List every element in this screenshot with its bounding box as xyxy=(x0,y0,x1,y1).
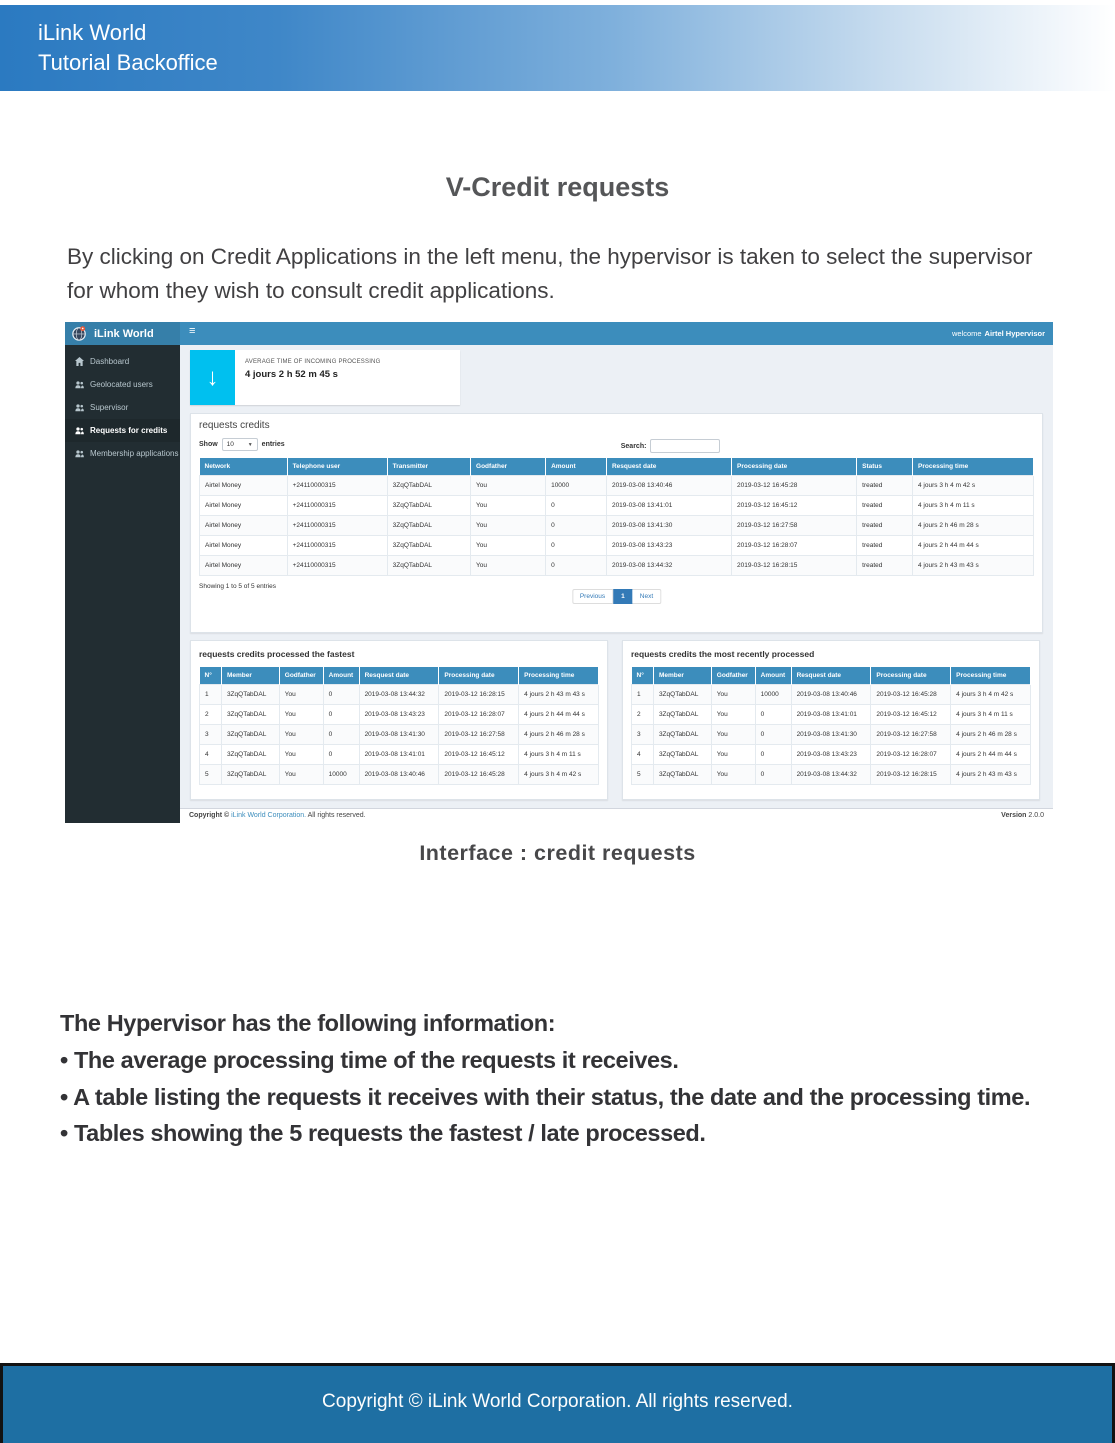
app-footer xyxy=(180,808,1053,823)
table-cell: You xyxy=(471,556,546,576)
table-cell: 3ZqQTabDAL xyxy=(653,705,711,725)
table-cell: 4 jours 3 h 4 m 42 s xyxy=(913,476,1034,496)
stat-label: AVERAGE TIME OF INCOMING PROCESSING xyxy=(245,359,381,365)
table-cell: 4 jours 3 h 4 m 42 s xyxy=(519,765,599,785)
table-cell: You xyxy=(711,705,755,725)
users-icon xyxy=(75,380,84,389)
column-header[interactable]: Amount xyxy=(546,458,607,476)
pagination xyxy=(572,589,661,604)
table-row xyxy=(200,765,599,785)
table-cell: 4 xyxy=(200,745,222,765)
entries-select[interactable]: 10 ▼ xyxy=(222,438,258,451)
app-version: Version 2.0.0 xyxy=(1001,812,1044,819)
table-row xyxy=(200,516,1034,536)
search-input[interactable] xyxy=(650,439,720,453)
dashboard-icon xyxy=(75,357,84,366)
table-cell: 0 xyxy=(323,745,359,765)
table-cell: 2019-03-08 13:43:23 xyxy=(359,705,439,725)
column-header[interactable]: Amount xyxy=(755,667,791,685)
pagination-next[interactable]: Next xyxy=(633,589,661,604)
table-cell: 3ZqQTabDAL xyxy=(653,725,711,745)
column-header[interactable]: Godfather xyxy=(711,667,755,685)
app-sidebar xyxy=(65,345,180,823)
table-cell: You xyxy=(711,765,755,785)
table-cell: 3ZqQTabDAL xyxy=(653,765,711,785)
table-row xyxy=(632,685,1031,705)
table-cell: 2 xyxy=(200,705,222,725)
welcome-user[interactable]: welcome Airtel Hypervisor xyxy=(951,329,1045,338)
table-cell: 2019-03-12 16:28:15 xyxy=(732,556,857,576)
footer-copyright-text: Copyright © iLink World Corporation. All rights reserved. xyxy=(322,1391,793,1412)
table-cell: 4 jours 3 h 4 m 11 s xyxy=(519,745,599,765)
table-cell: You xyxy=(279,745,323,765)
column-header[interactable]: Member xyxy=(653,667,711,685)
table-cell: 3ZqQTabDAL xyxy=(387,556,470,576)
table-cell: treated xyxy=(857,516,913,536)
table-cell: 3 xyxy=(200,725,222,745)
table-cell: 2019-03-08 13:44:32 xyxy=(606,556,731,576)
column-header[interactable]: N° xyxy=(632,667,654,685)
column-header[interactable]: Processing time xyxy=(913,458,1034,476)
app-footer-company-link[interactable]: iLink World Corporation. xyxy=(231,812,307,819)
table-cell: 2019-03-08 13:44:32 xyxy=(359,685,439,705)
table-cell: Airtel Money xyxy=(200,556,288,576)
table-cell: 5 xyxy=(200,765,222,785)
search-control xyxy=(621,439,721,453)
table-row xyxy=(200,745,599,765)
page-length-control: Show 10 ▼ entries xyxy=(199,438,1034,451)
table-cell: Airtel Money xyxy=(200,496,288,516)
sidebar-item-dashboard[interactable]: Dashboard xyxy=(65,350,180,373)
panel-title: requests credits xyxy=(199,420,270,431)
table-cell: 2019-03-12 16:45:28 xyxy=(871,685,951,705)
table-cell: 4 jours 2 h 46 m 28 s xyxy=(519,725,599,745)
column-header[interactable]: Processing date xyxy=(732,458,857,476)
users-icon xyxy=(75,426,84,435)
screenshot-caption: Interface : credit requests xyxy=(419,841,696,865)
table-cell: 0 xyxy=(323,725,359,745)
table-row xyxy=(200,476,1034,496)
column-header[interactable]: N° xyxy=(200,667,222,685)
table-cell: 4 jours 2 h 43 m 43 s xyxy=(951,765,1031,785)
column-header[interactable]: Godfather xyxy=(279,667,323,685)
table-cell: 2019-03-08 13:41:30 xyxy=(791,725,871,745)
app-footer-rights: All rights reserved. xyxy=(307,812,366,819)
table-cell: You xyxy=(279,765,323,785)
panel-title: requests credits processed the fastest xyxy=(199,649,355,659)
dropdown-arrow-icon: ▼ xyxy=(247,441,253,448)
table-cell: +24110000315 xyxy=(287,516,387,536)
column-header[interactable]: Processing date xyxy=(439,667,519,685)
column-header[interactable]: Member xyxy=(221,667,279,685)
table-cell: Airtel Money xyxy=(200,516,288,536)
table-cell: 4 xyxy=(632,745,654,765)
document-footer xyxy=(0,1363,1115,1443)
panel-title: requests credits the most recently processed xyxy=(631,649,815,659)
app-content xyxy=(180,345,1053,808)
table-cell: 3ZqQTabDAL xyxy=(221,745,279,765)
table-cell: 2019-03-08 13:41:01 xyxy=(791,705,871,725)
info-bullet: • Tables showing the 5 requests the fastest / late processed. xyxy=(60,1120,706,1147)
table-cell: 3ZqQTabDAL xyxy=(221,765,279,785)
table-cell: 2019-03-12 16:45:28 xyxy=(732,476,857,496)
average-time-card xyxy=(190,350,460,405)
column-header[interactable]: Amount xyxy=(323,667,359,685)
document-header xyxy=(0,5,1115,91)
table-cell: 0 xyxy=(546,536,607,556)
table-cell: treated xyxy=(857,496,913,516)
table-cell: 4 jours 2 h 44 m 44 s xyxy=(951,745,1031,765)
users-icon xyxy=(75,449,84,458)
table-cell: 2019-03-08 13:41:30 xyxy=(606,516,731,536)
table-cell: 2019-03-08 13:40:46 xyxy=(791,685,871,705)
table-cell: 1 xyxy=(632,685,654,705)
column-header[interactable]: Processing date xyxy=(871,667,951,685)
table-cell: 2019-03-12 16:45:12 xyxy=(732,496,857,516)
info-heading: The Hypervisor has the following information: xyxy=(60,1010,556,1036)
info-bullet: • The average processing time of the requests it receives. xyxy=(60,1046,679,1073)
column-header[interactable]: Telephone user xyxy=(287,458,387,476)
hamburger-menu-icon[interactable]: ≡ xyxy=(189,325,196,337)
table-cell: 4 jours 2 h 44 m 44 s xyxy=(519,705,599,725)
pagination-page-1[interactable]: 1 xyxy=(613,589,633,604)
table-cell: 2019-03-12 16:27:58 xyxy=(871,725,951,745)
search-label: Search: xyxy=(620,442,647,450)
app-logo[interactable] xyxy=(65,322,180,345)
table-cell: 2019-03-08 13:41:01 xyxy=(359,745,439,765)
table-cell: 2019-03-08 13:40:46 xyxy=(606,476,731,496)
table-cell: treated xyxy=(857,556,913,576)
welcome-username: Airtel Hypervisor xyxy=(984,329,1045,338)
column-header[interactable]: Processing time xyxy=(519,667,599,685)
requests-credits-panel xyxy=(190,413,1043,633)
table-cell: You xyxy=(471,516,546,536)
table-row xyxy=(200,725,599,745)
table-cell: 3ZqQTabDAL xyxy=(221,705,279,725)
table-cell: 3ZqQTabDAL xyxy=(221,685,279,705)
table-cell: You xyxy=(279,685,323,705)
table-cell: 0 xyxy=(546,496,607,516)
table-cell: 2019-03-08 13:41:30 xyxy=(359,725,439,745)
table-cell: You xyxy=(711,685,755,705)
table-cell: You xyxy=(279,725,323,745)
table-cell: 3ZqQTabDAL xyxy=(387,516,470,536)
backoffice-screenshot xyxy=(65,322,1053,823)
table-cell: 0 xyxy=(755,745,791,765)
fastest-requests-panel xyxy=(190,640,608,800)
table-cell: 4 jours 2 h 46 m 28 s xyxy=(913,516,1034,536)
table-cell: 0 xyxy=(323,705,359,725)
pagination-previous[interactable]: Previous xyxy=(572,589,613,604)
table-cell: 2019-03-12 16:45:12 xyxy=(871,705,951,725)
table-cell: 2019-03-12 16:45:12 xyxy=(439,745,519,765)
app-brand: iLink World xyxy=(94,327,154,340)
table-cell: 0 xyxy=(546,516,607,536)
sidebar-item-geolocated-users[interactable]: Geolocated users xyxy=(65,373,180,396)
table-cell: 3ZqQTabDAL xyxy=(653,745,711,765)
table-cell: You xyxy=(279,705,323,725)
table-cell: 4 jours 3 h 4 m 11 s xyxy=(951,705,1031,725)
column-header[interactable]: Resquest date xyxy=(791,667,871,685)
down-arrow-icon: ↓ xyxy=(190,350,235,405)
table-cell: 2 xyxy=(632,705,654,725)
table-cell: 0 xyxy=(755,765,791,785)
table-cell: +24110000315 xyxy=(287,476,387,496)
recent-requests-table xyxy=(631,667,1031,785)
table-cell: You xyxy=(471,496,546,516)
app-footer-copyright: Copyright © xyxy=(189,812,230,819)
table-cell: 3ZqQTabDAL xyxy=(653,685,711,705)
column-header[interactable]: Transmitter xyxy=(387,458,470,476)
column-header[interactable]: Status xyxy=(857,458,913,476)
table-cell: treated xyxy=(857,476,913,496)
table-cell: 0 xyxy=(323,685,359,705)
header-line-2: Tutorial Backoffice xyxy=(38,50,218,75)
column-header[interactable]: Resquest date xyxy=(359,667,439,685)
table-cell: 4 jours 2 h 43 m 43 s xyxy=(913,556,1034,576)
table-cell: 2019-03-12 16:28:07 xyxy=(871,745,951,765)
table-cell: You xyxy=(711,745,755,765)
column-header[interactable]: Godfather xyxy=(471,458,546,476)
table-cell: 2019-03-08 13:43:23 xyxy=(791,745,871,765)
table-cell: 2019-03-08 13:43:23 xyxy=(606,536,731,556)
table-cell: 3ZqQTabDAL xyxy=(221,725,279,745)
table-row xyxy=(632,745,1031,765)
table-row xyxy=(632,765,1031,785)
table-row xyxy=(200,705,599,725)
requests-credits-table xyxy=(199,458,1034,576)
table-cell: 3ZqQTabDAL xyxy=(387,476,470,496)
table-cell: 4 jours 2 h 46 m 28 s xyxy=(951,725,1031,745)
table-cell: You xyxy=(711,725,755,745)
table-row xyxy=(200,556,1034,576)
table-cell: 2019-03-12 16:27:58 xyxy=(439,725,519,745)
table-row xyxy=(200,536,1034,556)
table-cell: 2019-03-12 16:28:15 xyxy=(439,685,519,705)
table-cell: 2019-03-08 13:41:01 xyxy=(606,496,731,516)
table-cell: 3ZqQTabDAL xyxy=(387,496,470,516)
info-bullet: • A table listing the requests it receives with their status, the date and the processing time. xyxy=(60,1083,1031,1110)
table-cell: 10000 xyxy=(546,476,607,496)
page-title: V-Credit requests xyxy=(445,172,670,202)
table-cell: 3 xyxy=(632,725,654,745)
table-cell: +24110000315 xyxy=(287,556,387,576)
table-cell: You xyxy=(471,536,546,556)
table-cell: 2019-03-12 16:28:07 xyxy=(732,536,857,556)
table-row xyxy=(632,705,1031,725)
stat-value: 4 jours 2 h 52 m 45 s xyxy=(245,369,338,380)
column-header[interactable]: Processing time xyxy=(951,667,1031,685)
table-cell: 4 jours 3 h 4 m 42 s xyxy=(951,685,1031,705)
table-cell: Airtel Money xyxy=(200,476,288,496)
table-cell: 4 jours 2 h 43 m 43 s xyxy=(519,685,599,705)
table-cell: 10000 xyxy=(755,685,791,705)
header-line-1: iLink World xyxy=(38,20,147,45)
table-row xyxy=(200,496,1034,516)
table-cell: 0 xyxy=(755,705,791,725)
table-cell: You xyxy=(471,476,546,496)
table-cell: 0 xyxy=(546,556,607,576)
table-cell: 10000 xyxy=(323,765,359,785)
info-block xyxy=(60,1005,1060,1152)
recent-requests-panel xyxy=(622,640,1040,800)
table-row xyxy=(632,725,1031,745)
table-cell: 0 xyxy=(755,725,791,745)
table-cell: 2019-03-12 16:28:07 xyxy=(439,705,519,725)
table-cell: 4 jours 2 h 44 m 44 s xyxy=(913,536,1034,556)
fastest-requests-table xyxy=(199,667,599,785)
table-cell: 4 jours 3 h 4 m 11 s xyxy=(913,496,1034,516)
intro-paragraph: By clicking on Credit Applications in the left menu, the hypervisor is taken to select the supervisor for whom they wish to consult credit applications. xyxy=(67,244,1033,303)
globe-pin-icon xyxy=(72,326,87,341)
table-row xyxy=(200,685,599,705)
sidebar-item-requests-for-credits[interactable]: Requests for credits xyxy=(65,419,180,442)
table-cell: 3ZqQTabDAL xyxy=(387,536,470,556)
table-summary: Showing 1 to 5 of 5 entries xyxy=(199,583,276,590)
table-cell: 2019-03-08 13:40:46 xyxy=(359,765,439,785)
table-cell: 2019-03-12 16:45:28 xyxy=(439,765,519,785)
table-cell: 5 xyxy=(632,765,654,785)
app-navbar xyxy=(65,322,1053,345)
table-cell: 2019-03-12 16:27:58 xyxy=(732,516,857,536)
sidebar-item-membership-applications[interactable]: Membership applications xyxy=(65,442,180,465)
table-cell: 2019-03-08 13:44:32 xyxy=(791,765,871,785)
table-cell: +24110000315 xyxy=(287,496,387,516)
table-cell: Airtel Money xyxy=(200,536,288,556)
table-cell: +24110000315 xyxy=(287,536,387,556)
column-header[interactable]: Network xyxy=(200,458,288,476)
users-icon xyxy=(75,403,84,412)
table-cell: 2019-03-12 16:28:15 xyxy=(871,765,951,785)
table-cell: 1 xyxy=(200,685,222,705)
table-cell: treated xyxy=(857,536,913,556)
column-header[interactable]: Resquest date xyxy=(606,458,731,476)
sidebar-item-supervisor[interactable]: Supervisor xyxy=(65,396,180,419)
